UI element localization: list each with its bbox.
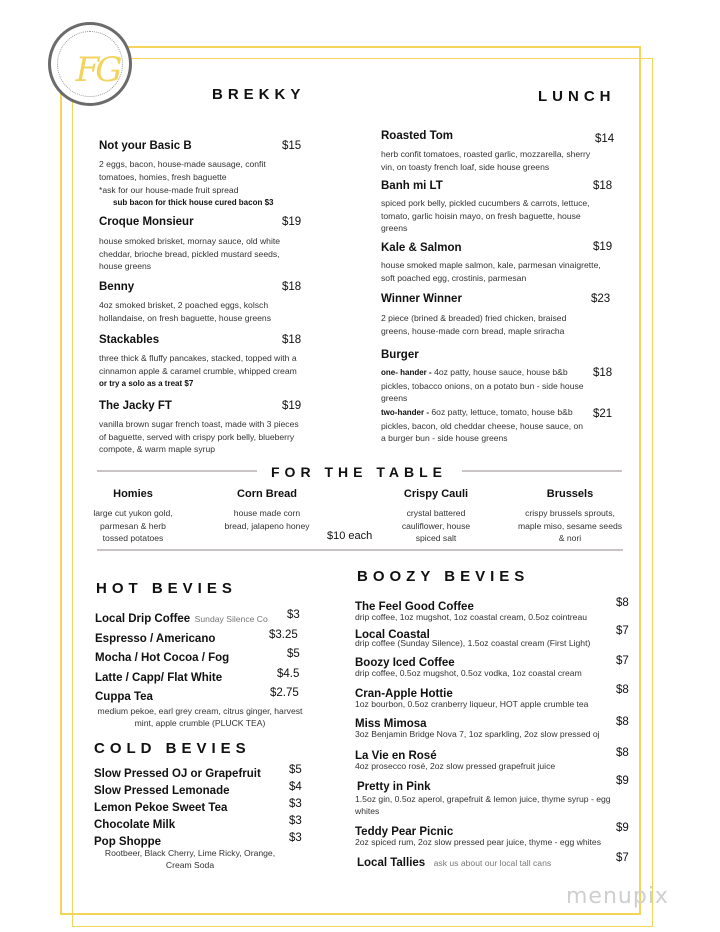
bev-sub: ask us about our local tall cans [433, 858, 552, 868]
hot-bev-latte [95, 668, 222, 686]
bev-desc: 1.5oz gin, 0.5oz aperol, grapefruit & lemon juice, thyme syrup - egg whites [355, 794, 611, 816]
hot-bev-drip-coffee [95, 609, 268, 627]
bev-desc: 4oz prosecco rosé, 2oz slow pressed grapefruit juice [355, 761, 556, 771]
bev-name: Espresso / Americano [95, 633, 216, 645]
bev-name: Slow Pressed Lemonade [94, 785, 230, 797]
hot-bevies-heading: HOT BEVIES [96, 580, 237, 597]
cold-bev-chocolate-milk [94, 815, 175, 833]
burger-one-hander-desc [381, 366, 586, 405]
bev-name: Boozy Iced Coffee [355, 657, 455, 669]
burger-two-hander-label: two-hander - [381, 408, 429, 417]
bev-name: Slow Pressed OJ or Grapefruit [94, 768, 261, 780]
hot-bev-espresso [95, 629, 215, 647]
bev-price: $3 [289, 798, 302, 810]
item-desc-bold: or try a solo as a treat $7 [99, 379, 194, 389]
lunch-item-roasted-tom [381, 130, 453, 142]
bev-desc: drip coffee, 1oz mugshot, 1oz coastal cream, 0.5oz cointreau [355, 612, 588, 622]
brekky-item-stackables [99, 334, 159, 346]
bev-price: $8 [616, 716, 629, 728]
bev-price: $9 [616, 822, 629, 834]
bev-name: Mocha / Hot Cocoa / Fog [95, 652, 230, 664]
bev-name: Local Coastal [355, 629, 430, 641]
bev-name: Cuppa Tea [95, 691, 153, 703]
item-name: Stackables [99, 334, 160, 346]
boozy-bevies-heading: BOOZY BEVIES [357, 568, 530, 585]
bev-name: Teddy Pear Picnic [355, 826, 454, 838]
item-price: $18 [282, 334, 302, 346]
item-desc: 2 piece (brined & breaded) fried chicken, braised greens, house-made corn bread, maple sriracha [381, 313, 567, 336]
item-price: $19 [282, 216, 302, 228]
item-name: Roasted Tom [381, 130, 453, 142]
section-divider [97, 549, 623, 551]
burger-two-hander-text: 6oz patty, lettuce, tomato, house b&b pickles, bacon, old cheddar cheese, house sauce, on a burger bun - side house greens [381, 407, 584, 444]
bev-name: Pop Shoppe [94, 836, 162, 848]
lunch-item-kale-salmon [381, 242, 462, 254]
bev-name: Miss Mimosa [355, 718, 427, 730]
lunch-heading: LUNCH [538, 88, 616, 105]
lunch-item-winner [381, 293, 462, 305]
item-desc: house smoked brisket, mornay sauce, old white cheddar, brioche bread, pickled mustard seeds, house greens [99, 236, 281, 272]
bev-desc: 2oz spiced rum, 2oz slow pressed pear juice, thyme - egg whites [355, 837, 601, 847]
table-item-desc: crystal battered cauliflower, house spiced salt [401, 508, 471, 544]
burger-two-hander-price: $21 [593, 408, 613, 420]
bev-name: La Vie en Rosé [355, 750, 437, 762]
bev-name: Chocolate Milk [94, 819, 176, 831]
brekky-item-benny [99, 281, 134, 293]
item-name: The Jacky FT [99, 400, 172, 412]
item-desc: 4oz smoked brisket, 2 poached eggs, kolsch hollandaise, on fresh baguette, house greens [99, 300, 272, 323]
brekky-item-jacky [99, 400, 172, 412]
lunch-item-burger [381, 349, 419, 361]
bev-price: $7 [616, 655, 629, 667]
item-desc-text: three thick & fluffy pancakes, stacked, topped with a cinnamon apple & caramel crumble, whipped cream [99, 353, 297, 376]
item-name: Banh mi LT [381, 180, 443, 192]
bev-name: Local Tallies [357, 857, 426, 869]
menupix-watermark: menupix [566, 884, 669, 909]
cold-bev-lemonade [94, 781, 230, 799]
boozy-bev-local-tallies [357, 853, 551, 871]
bev-price: $8 [616, 747, 629, 759]
item-price: $23 [591, 293, 611, 305]
table-divider-right [462, 470, 622, 472]
bev-name: Cran-Apple Hottie [355, 688, 453, 700]
item-name: Winner Winner [381, 293, 462, 305]
bev-desc: medium pekoe, earl grey cream, citrus ginger, harvest mint, apple crumble (PLUCK TEA) [97, 706, 303, 728]
cold-bev-oj [94, 764, 261, 782]
bev-name: Latte / Capp/ Flat White [95, 672, 223, 684]
bev-desc: drip coffee (Sunday Silence), 1.5oz coastal cream (First Light) [355, 638, 591, 648]
table-price: $10 each [327, 530, 373, 542]
table-item-name: Brussels [546, 488, 594, 500]
brekky-item-basic-b [99, 140, 192, 152]
for-the-table-heading: FOR THE TABLE [271, 464, 447, 480]
item-price: $14 [595, 133, 615, 145]
bev-price: $3 [289, 832, 302, 844]
item-name: Kale & Salmon [381, 242, 462, 254]
bev-name: Local Drip Coffee [95, 613, 191, 625]
item-desc: herb confit tomatoes, roasted garlic, mozzarella, sherry vin, on toasty french loaf, side house greens [381, 149, 591, 172]
item-desc [99, 352, 304, 391]
table-item-crispy-cauli [393, 488, 479, 545]
item-desc: spiced pork belly, pickled cucumbers & carrots, lettuce, tomato, garlic hoisin mayo, on fresh baguette, house greens [381, 198, 590, 234]
bev-price: $2.75 [270, 687, 299, 699]
bev-price: $3 [287, 609, 300, 621]
lunch-item-banh-mi [381, 180, 443, 192]
item-name: Burger [381, 349, 419, 361]
table-item-desc: crispy brussels sprouts, maple miso, sesame seeds & nori [517, 508, 623, 544]
bev-price: $7 [616, 852, 629, 864]
bev-price: $8 [616, 597, 629, 609]
logo-monogram: FG [75, 50, 119, 90]
bev-desc: drip coffee, 0.5oz mugshot, 0.5oz vodka, 1oz coastal cream [355, 668, 582, 678]
cold-bev-sweet-tea [94, 798, 227, 816]
table-item-name: Homies [113, 488, 153, 500]
burger-one-hander-label: one- hander - [381, 368, 432, 377]
fg-logo [48, 22, 132, 106]
table-divider-left [97, 470, 257, 472]
logo-dotted-ring [57, 31, 123, 97]
item-price: $19 [282, 400, 302, 412]
item-price: $18 [282, 281, 302, 293]
table-item-corn-bread [224, 488, 310, 532]
item-desc: house smoked maple salmon, kale, parmesan vinaigrette, soft poached egg, crostinis, parmesan [381, 260, 601, 283]
table-item-homies [92, 488, 174, 545]
bev-price: $5 [289, 764, 302, 776]
item-name: Croque Monsieur [99, 216, 194, 228]
brekky-heading: BREKKY [212, 86, 306, 103]
bev-price: $3 [289, 815, 302, 827]
bev-price: $9 [616, 775, 629, 787]
item-price: $15 [282, 140, 302, 152]
bev-sub: Sunday Silence Co [194, 614, 268, 624]
hot-bev-mocha [95, 648, 229, 666]
table-item-desc: large cut yukon gold, parmesan & herb tossed potatoes [93, 508, 173, 544]
table-item-desc: house made corn bread, jalapeno honey [224, 508, 310, 531]
bev-name: The Feel Good Coffee [355, 601, 474, 613]
burger-one-hander-text: 4oz patty, house sauce, house b&b pickles, tobacco onions, on a potato bun - side house greens [381, 367, 584, 404]
item-note: *ask for our house-made fruit spread [99, 185, 239, 195]
bev-desc: 1oz bourbon, 0.5oz cranberry liqueur, HOT apple crumble tea [355, 699, 589, 709]
cold-bevies-heading: COLD BEVIES [94, 740, 251, 757]
item-name: Benny [99, 281, 135, 293]
bev-price: $4.5 [277, 668, 300, 680]
table-item-name: Crispy Cauli [403, 488, 469, 500]
item-price: $18 [593, 180, 613, 192]
bev-desc: 3oz Benjamin Bridge Nova 7, 1oz sparkling, 2oz slow pressed oj [355, 729, 600, 739]
bev-price: $5 [287, 648, 300, 660]
bev-desc: Rootbeer, Black Cherry, Lime Ricky, Orange, Cream Soda [104, 848, 276, 870]
item-desc: vanilla brown sugar french toast, made with 3 pieces of baguette, served with crispy pork belly, blueberry compote, & warm maple syrup [99, 419, 299, 455]
item-name: Not your Basic B [99, 140, 192, 152]
bev-name: Pretty in Pink [357, 781, 431, 793]
item-note-bold: sub bacon for thick house cured bacon $3 [113, 198, 274, 207]
item-desc: 2 eggs, bacon, house-made sausage, confit tomatoes, homies, fresh baguette [99, 159, 266, 182]
table-item-brussels [516, 488, 624, 545]
bev-price: $3.25 [269, 629, 298, 641]
bev-price: $7 [616, 625, 629, 637]
hot-bev-cuppa-tea [95, 687, 153, 705]
burger-two-hander-desc [381, 406, 588, 445]
item-price: $19 [593, 241, 613, 253]
bev-price: $8 [616, 684, 629, 696]
bev-price: $4 [289, 781, 302, 793]
brekky-item-croque [99, 216, 194, 228]
burger-one-hander-price: $18 [593, 367, 613, 379]
bev-name: Lemon Pekoe Sweet Tea [94, 802, 228, 814]
table-item-name: Corn Bread [237, 488, 297, 500]
